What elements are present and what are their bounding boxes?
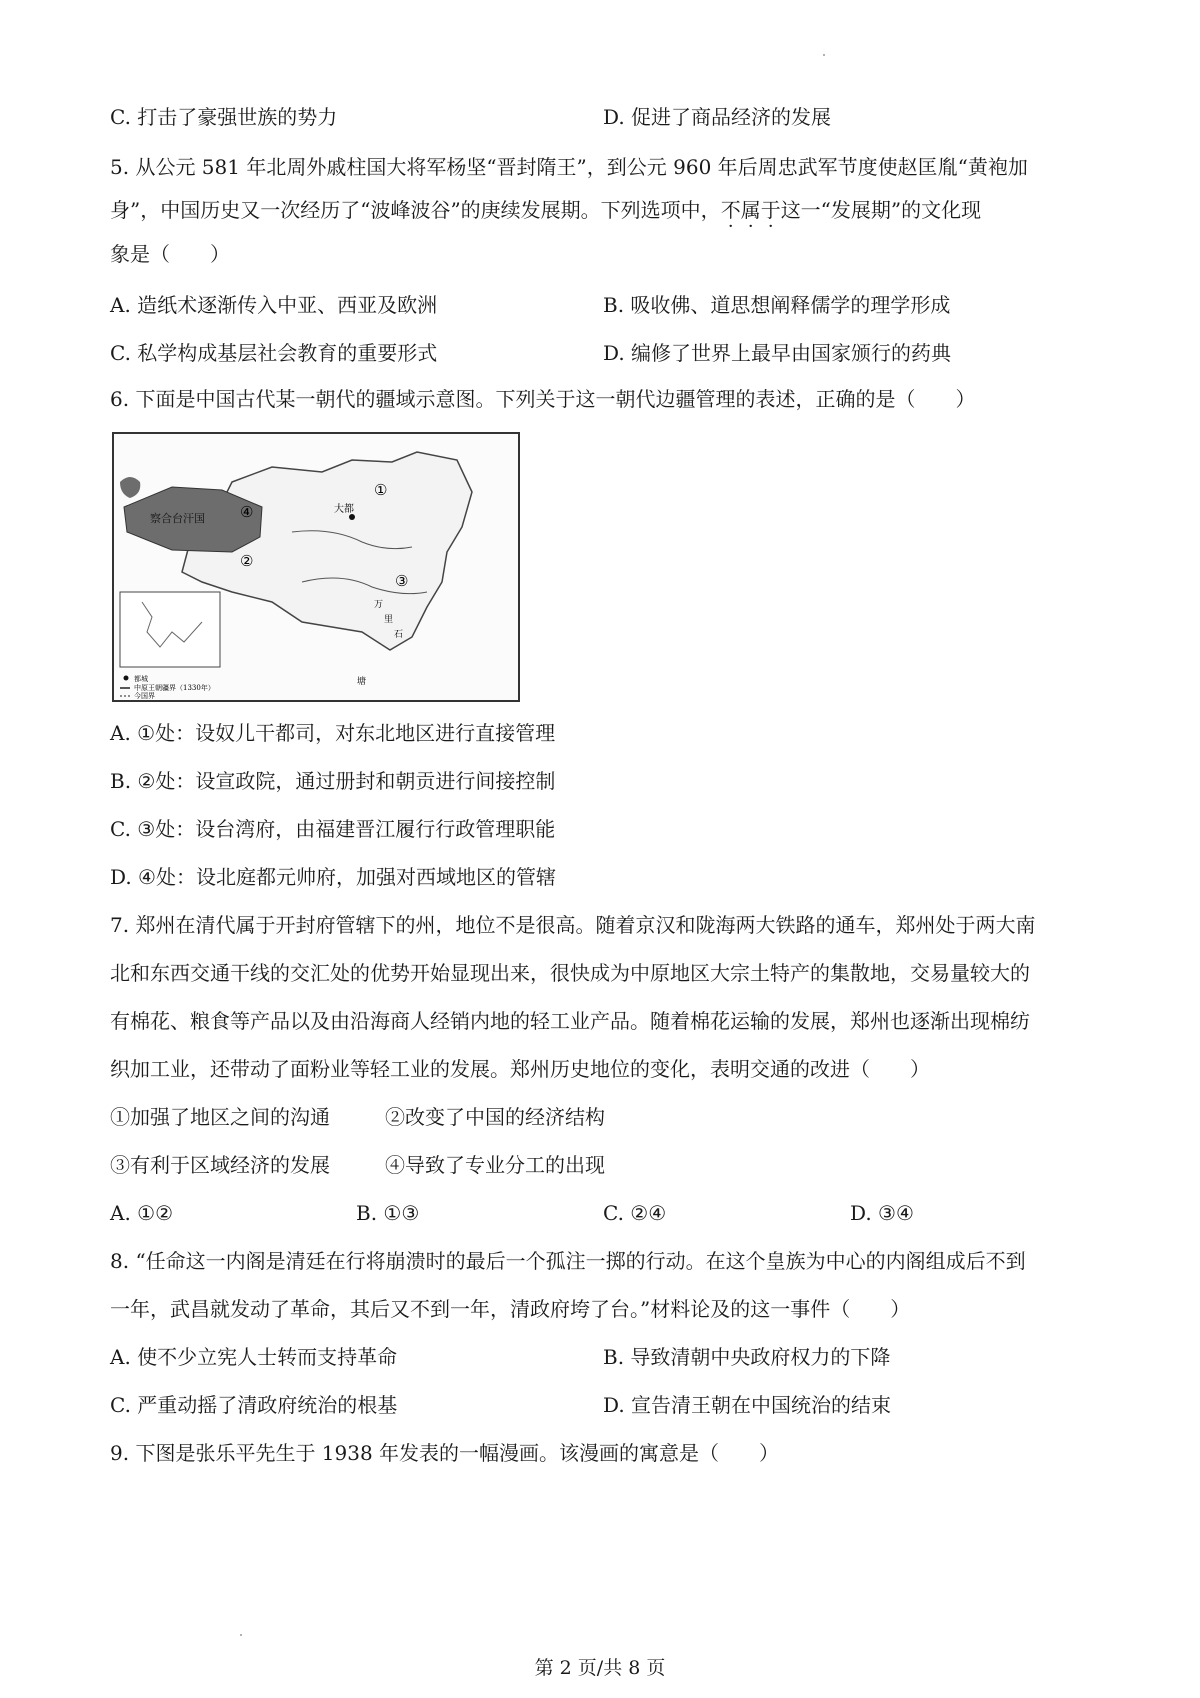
q5-option-c: C. 私学构成基层社会教育的重要形式: [110, 341, 438, 365]
q7-option-b: B. ①③: [356, 1201, 420, 1225]
q7-stem-line1: 7. 郑州在清代属于开封府管辖下的州，地位不是很高。随着京汉和陇海两大铁路的通车，郑州处于两大南: [110, 913, 1036, 937]
map-marker-4: ④: [240, 503, 254, 521]
scan-speck: [823, 54, 825, 56]
q7-statement-4: ④导致了专业分工的出现: [385, 1153, 605, 1177]
q6-option-c: C. ③处：设台湾府，由福建晋江履行行政管理职能: [110, 817, 556, 841]
legend-item: 都城: [134, 675, 148, 683]
q4-option-d: D. 促进了商品经济的发展: [603, 105, 832, 129]
q9-stem: 9. 下图是张乐平先生于 1938 年发表的一幅漫画。该漫画的寓意是（ ）: [110, 1441, 780, 1465]
q5-option-a: A. 造纸术逐渐传入中亚、西亚及欧洲: [110, 293, 438, 317]
scan-speck: [240, 1634, 242, 1636]
q6-option-b: B. ②处：设宣政院，通过册封和朝贡进行间接控制: [110, 769, 556, 793]
q5-option-d: D. 编修了世界上最早由国家颁行的药典: [603, 341, 952, 365]
emphasis-char: 不: [720, 198, 741, 222]
khanate-label: 察合台汗国: [150, 512, 205, 525]
q5-stem-line1: 5. 从公元 581 年北周外戚柱国大将军杨坚“晋封隋王”，到公元 960 年后周忠武军节度使赵匡胤“黄袍加: [110, 155, 1028, 179]
coast-label: 石: [394, 630, 404, 640]
q6-stem: 6. 下面是中国古代某一朝代的疆域示意图。下列关于这一朝代边疆管理的表述，正确的是（ ）: [110, 387, 976, 411]
q7-statement-3: ③有利于区域经济的发展: [110, 1153, 330, 1177]
q8-option-d: D. 宣告清王朝在中国统治的结束: [603, 1393, 892, 1417]
q7-stem-line3: 有棉花、粮食等产品以及由沿海商人经销内地的轻工业产品。随着棉花运输的发展，郑州也逐渐出现棉纺: [110, 1009, 1030, 1033]
map-inset: [120, 592, 220, 667]
legend-item: 今国界: [134, 692, 155, 700]
yuan-territory-map: [112, 432, 520, 702]
capital-label: 大都: [334, 504, 354, 515]
q8-stem-line2: 一年，武昌就发动了革命，其后又不到一年，清政府垮了台。”材料论及的这一事件（ ）: [110, 1297, 911, 1321]
coast-label: 塘: [357, 677, 367, 687]
q7-option-d: D. ③④: [850, 1201, 914, 1225]
emphasis-char: 属: [740, 198, 761, 222]
q5-stem-line2: [110, 197, 981, 223]
q8-option-c: C. 严重动摇了清政府统治的根基: [110, 1393, 398, 1417]
q5-option-b: B. 吸收佛、道思想阐释儒学的理学形成: [603, 293, 951, 317]
q6-option-a: A. ①处：设奴儿干都司，对东北地区进行直接管理: [110, 721, 556, 745]
legend-item: 中原王朝疆界（1330年）: [134, 684, 215, 692]
q5-stem-line2-post: 这一“发展期”的文化现: [780, 198, 982, 222]
q7-stem-line2: 北和东西交通干线的交汇处的优势开始显现出来，很快成为中原地区大宗土特产的集散地，交易量较大的: [110, 961, 1030, 985]
coast-label: 万: [374, 600, 384, 610]
page-number: 第 2 页/共 8 页: [534, 1657, 666, 1679]
q4-option-c: C. 打击了豪强世族的势力: [110, 105, 338, 129]
q5-stem-line2-pre: 身”，中国历史又一次经历了“波峰波谷”的庚续发展期。下列选项中，: [110, 198, 721, 222]
coast-label: 里: [384, 615, 394, 625]
q7-stem-line4: 织加工业，还带动了面粉业等轻工业的发展。郑州历史地位的变化，表明交通的改进（ ）: [110, 1057, 930, 1081]
q7-statement-2: ②改变了中国的经济结构: [385, 1105, 605, 1129]
q8-option-a: A. 使不少立宪人士转而支持革命: [110, 1345, 398, 1369]
q5-emphasis-not: [721, 198, 781, 222]
q6-option-d: D. ④处：设北庭都元帅府，加强对西域地区的管辖: [110, 865, 556, 889]
q5-stem-line3: 象是（ ）: [110, 242, 230, 266]
legend-capital-symbol: [124, 676, 129, 681]
q8-stem-line1: 8. “任命这一内阁是清廷在行将崩溃时的最后一个孤注一掷的行动。在这个皇族为中心的内阁组成后不到: [110, 1249, 1026, 1273]
map-marker-2: ②: [240, 552, 254, 570]
map-marker-1: ①: [374, 481, 388, 499]
q8-option-b: B. 导致清朝中央政府权力的下降: [603, 1345, 891, 1369]
emphasis-char: 于: [760, 198, 781, 222]
q7-option-a: A. ①②: [110, 1201, 174, 1225]
q7-option-c: C. ②④: [603, 1201, 667, 1225]
map-marker-3: ③: [395, 572, 409, 590]
q7-statement-1: ①加强了地区之间的沟通: [110, 1105, 330, 1129]
